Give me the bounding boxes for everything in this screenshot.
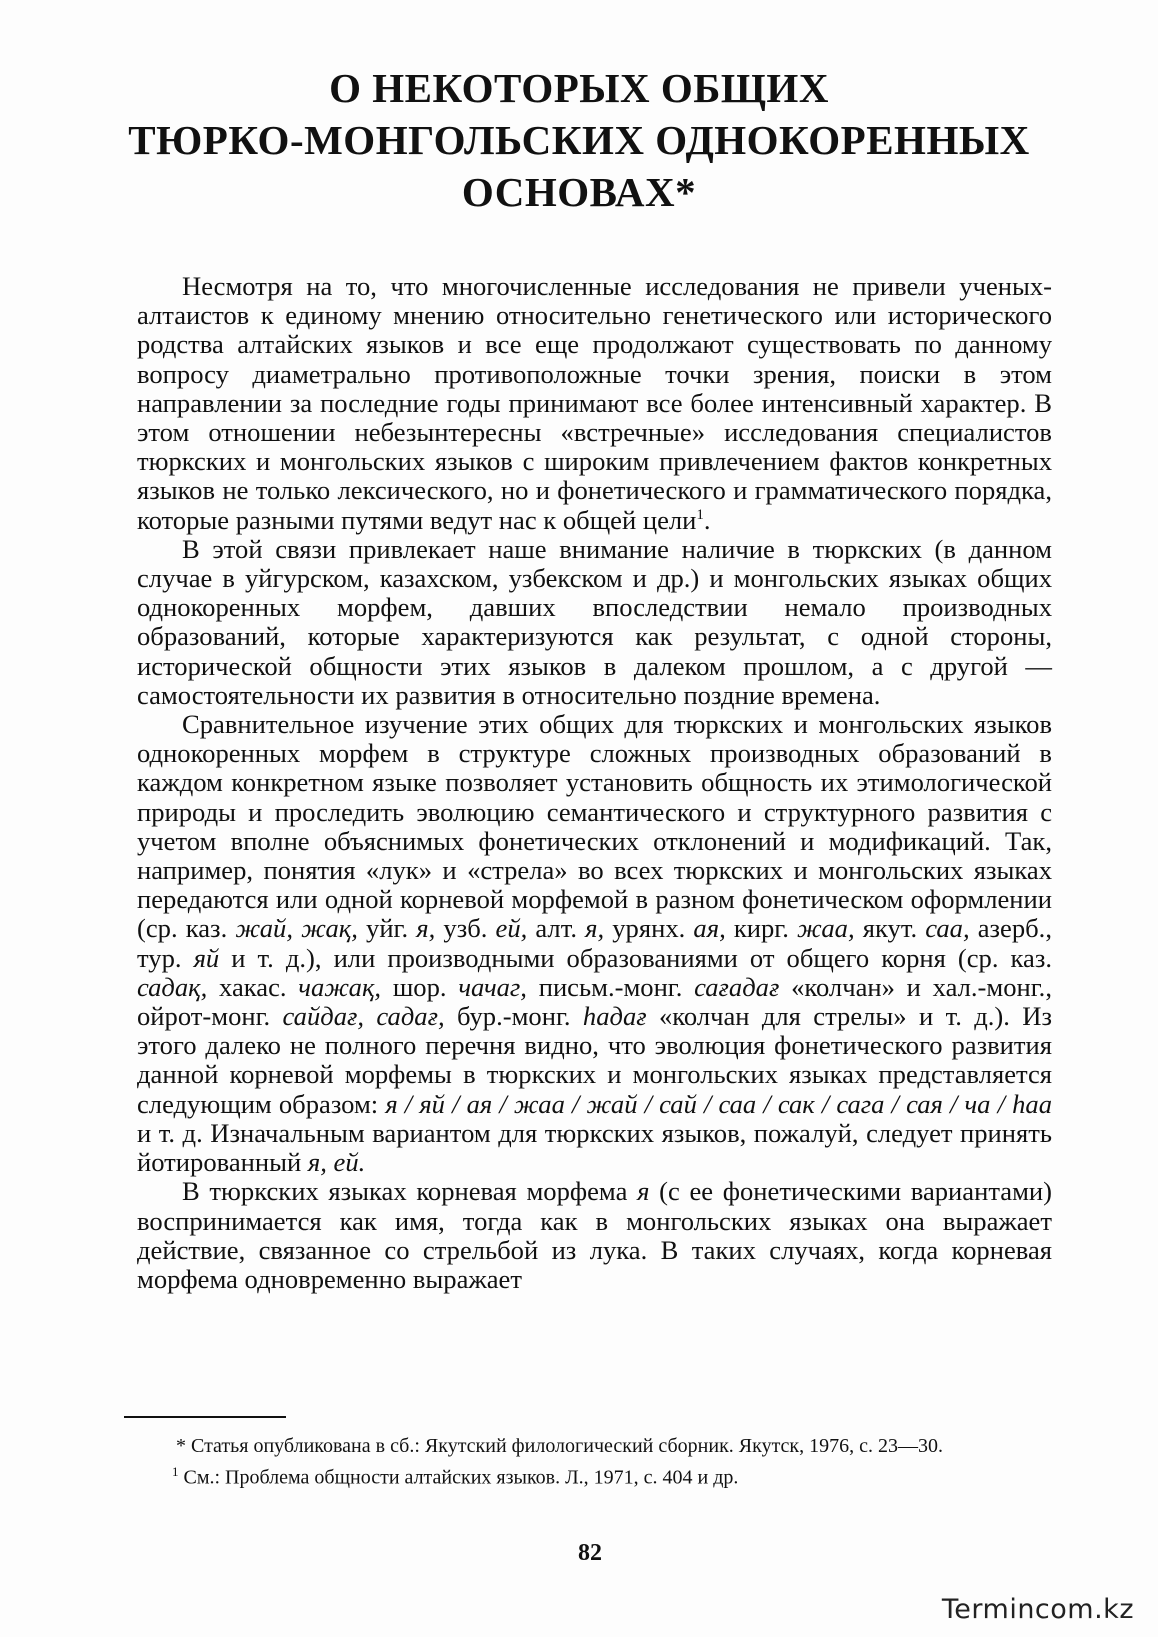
p3-text: «колчан для стрелы» и т. д.). Из этого далеко не полного перечня видно, что эволюция фонетического развития данной корневой морфемы в тюркских и монгольских языках представляется следующим образом:	[137, 1001, 1053, 1119]
page-number: 82	[578, 1540, 602, 1566]
paragraph-2: В этой связи привлекает наше внимание наличие в тюркских (в данном случае в уйгурском, казахском, узбекском и др.) и монгольских языках общих однокоренных морфем, давших впоследствии немало производных образований, которые характеризуются как результат, с одной стороны, исторической общности этих языков в далеком прошлом, а с другой — самостоятельности их развития в относительно поздние времена.	[137, 533, 1052, 710]
p3-italic: яй	[193, 942, 220, 973]
p3-text: шор.	[381, 971, 459, 1002]
footnote-2-text: См.: Проблема общности алтайских языков. Л., 1971, с. 404 и др.	[178, 1466, 739, 1489]
p3-italic: жаа,	[797, 913, 855, 944]
paragraph-4	[137, 1177, 1052, 1294]
p3-italic: чажақ,	[298, 971, 382, 1002]
p4-text: (с ее фонетическими вариантами) воспринимается как имя, тогда как в монгольских языках она выражает действие, связанное со стрельбой из лука. В таких случаях, когда корневая морфема одновременно выражает	[137, 1176, 1052, 1294]
p3-italic: я,	[416, 913, 436, 944]
p3-italic: саа,	[925, 913, 970, 944]
p3-text: узб.	[435, 913, 496, 944]
p3-text: якут.	[854, 913, 926, 944]
p3-text: уйг.	[357, 913, 417, 944]
paragraph-1-text: Несмотря на то, что многочисленные исследования не привели ученых-алтаистов к единому мнению относительно генетического или исторического родства алтайских языков и все еще продолжают существовать по данному вопросу диаметрально противоположные точки зрения, поиски в этом направлении за последние годы принимают все более интенсивный характер. В этом отношении небезынтересны «встречные» исследования специалистов тюркских и монгольских языков с широким привлечением фактов конкретных языков не только лексического, но и фонетического и грамматического порядка, которые разными путями ведут нас к общей цели	[137, 271, 1052, 535]
p3-italic: чачаг,	[458, 971, 527, 1002]
footnote-ref-1: 1	[696, 506, 704, 523]
footnotes	[124, 1434, 1052, 1491]
p3-italic: жай, жақ,	[235, 913, 358, 944]
footnote-2	[124, 1459, 1052, 1491]
article-title	[100, 62, 1058, 218]
title-line-1: О НЕКОТОРЫХ ОБЩИХ	[329, 65, 829, 111]
p3-italic: һадағ	[582, 1001, 647, 1032]
paragraph-1-end: .	[703, 504, 711, 535]
p3-text: урянх.	[604, 913, 694, 944]
footnote-1: * Статья опубликована в сб.: Якутский филологический сборник. Якутск, 1976, с. 23—30.	[176, 1435, 944, 1457]
footnote-divider	[124, 1416, 286, 1418]
p3-text: кирг.	[725, 913, 797, 944]
p3-italic: садақ,	[137, 971, 208, 1002]
p3-text: и т. д.), или производными образованиями от общего корня (ср. каз.	[219, 942, 1052, 973]
p3-italic: сайдағ, садағ,	[282, 1001, 445, 1032]
title-line-2: ТЮРКО-МОНГОЛЬСКИХ ОДНОКОРЕННЫХ	[128, 117, 1030, 163]
title-line-3: ОСНОВАХ*	[461, 169, 697, 215]
p3-italic: я, ей.	[307, 1147, 366, 1178]
paragraph-3	[137, 710, 1052, 1177]
p3-italic: ей,	[495, 913, 528, 944]
footnote-2-mark: 1	[172, 1464, 179, 1479]
watermark-logo: Termincom.kz	[941, 1594, 1134, 1625]
p3-italic: ая,	[693, 913, 726, 944]
p3-text: Сравнительное изучение этих общих для тюркских и монгольских языков однокоренных морфем в структуре сложных производных образований в каждом конкретном языке позволяет установить общность их этимологической природы и проследить эволюцию семантического и структурного развития с учетом вполне объяснимых фонетических отклонений и модификаций. Так, например, понятия «лук» и «стрела» во всех тюркских и монгольских языках передаются или одной корневой морфемой в разном фонетическом оформлении (ср. каз.	[137, 709, 1052, 944]
p3-italic: я,	[585, 913, 605, 944]
paragraph-1	[137, 272, 1052, 535]
p3-italic: сағадағ	[694, 971, 780, 1002]
p3-text: хакас.	[207, 971, 299, 1002]
p3-text: алт.	[527, 913, 586, 944]
p3-text: азерб., тур.	[137, 913, 1052, 973]
article-body	[137, 272, 1052, 1294]
p4-italic: я	[637, 1176, 650, 1207]
p3-text: бур.-монг.	[444, 1001, 583, 1032]
p3-text: письм.-монг.	[526, 971, 695, 1002]
p4-text: В тюркских языках корневая морфема	[182, 1176, 638, 1207]
p3-text: «колчан» и хал.-монг., ойрот-монг.	[137, 971, 1052, 1032]
p3-italic: я / яй / ая / жаа / жай / сай / саа / сак / сага / сая / ча / һаа	[385, 1088, 1053, 1119]
p3-text: и т. д. Изначальным вариантом для тюркских языков, пожалуй, следует принять йотированный	[137, 1117, 1052, 1178]
